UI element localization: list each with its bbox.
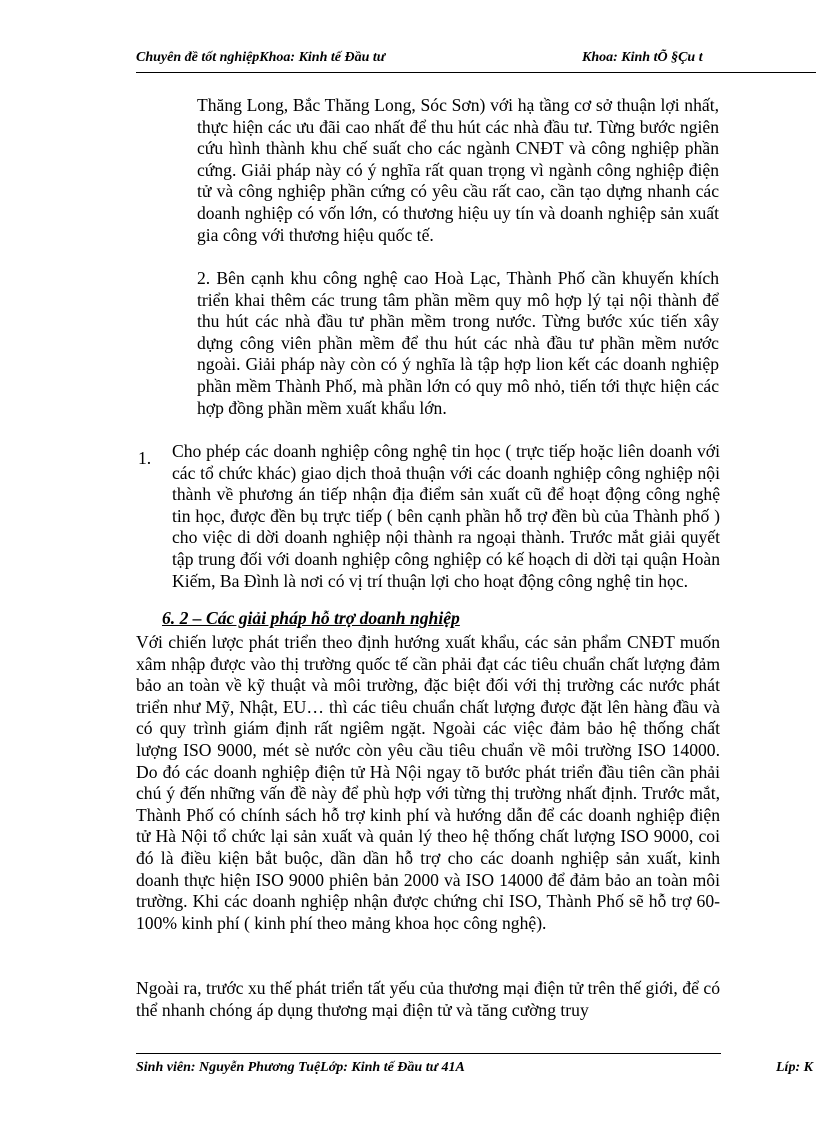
footer-right-text: Líp: K [776, 1060, 813, 1075]
section-heading: 6. 2 – Các giải pháp hỗ trợ doanh nghiệp [162, 608, 460, 628]
header-left-text: Chuyên đề tốt nghiệpKhoa: Kinh tế Đầu tư [136, 50, 386, 65]
paragraph-list-item-1: Cho phép các doanh nghiệp công nghệ tin học ( trực tiếp hoặc liên doanh với các tổ chức khác) giao dịch thoả thuận với các doanh nghiệp công nghiệp nội thành về phương án tiếp nhận địa điểm sản xuất cũ để hoạt động công nghệ tin học, được đền bụ trực tiếp ( bên cạnh phần hỗ trợ đền bù của Thành phố ) cho việc di dời doanh nghiệp nội thành ra ngoại thành. Trước mắt giải quyết tập trung đối với doanh nghiệp công nghiệp có kế hoạch di dời tại quận Hoàn Kiếm, Ba Đình là nơi có vị trí thuận lợi cho hoạt động công nghệ tin học. [172, 441, 720, 591]
page-header [136, 50, 816, 73]
paragraph-item-2: 2. Bên cạnh khu công nghệ cao Hoà Lạc, Thành Phố cần khuyến khích triển khai thêm các trung tâm phần mềm quy mô hợp lý tại nội thành để thu hút các nhà đầu tư phần mềm trong nước. Từng bước xúc tiến xây dựng công viên phần mềm để thu hút các nhà đầu tư phần mềm nước ngoài. Giải pháp này còn có ý nghĩa là tập hợp lion kết các doanh nghiệp phần mềm Thành Phố, mà phần lớn có quy mô nhỏ, tiến tới thực hiện các hợp đồng phần mềm xuất khẩu lớn. [197, 268, 719, 418]
footer-left-text: Sinh viên: Nguyễn Phương TuệLớp: Kinh tế Đầu tư 41A [136, 1060, 465, 1075]
paragraph-continuation: Thăng Long, Bắc Thăng Long, Sóc Sơn) với hạ tầng cơ sở thuận lợi nhất, thực hiện các ưu đãi cao nhất để thu hút các nhà đầu tư. Từng bước ngiên cứu hình thành khu chế suất cho các ngành CNĐT và công nghiệp phần cứng. Giải pháp này có ý nghĩa rất quan trọng vì ngành công nghiệp điện tử và công nghiệp phần cứng có yêu cầu rất cao, cần tạo dựng nhanh các doanh nghiệp có vốn lớn, có thương hiệu uy tín và doanh nghiệp sản xuất gia công với thương hiệu quốc tế. [197, 95, 719, 245]
page-footer [136, 1060, 816, 1076]
header-right-text: Khoa: Kinh tÕ §Çu t [582, 50, 703, 65]
paragraph-closing: Ngoài ra, trước xu thế phát triển tất yếu của thương mại điện tử trên thế giới, để có thể nhanh chóng áp dụng thương mại điện tử và tăng cường truy [136, 978, 720, 1020]
footer-divider [136, 1053, 721, 1054]
list-number: 1. [138, 448, 152, 468]
paragraph-section-body: Với chiến lược phát triển theo định hướng xuất khẩu, các sản phẩm CNĐT muốn xâm nhập được vào thị trường quốc tế cần phải đạt các tiêu chuẩn chất lượng đảm bảo an toàn về kỹ thuật và môi trường, đặc biệt đối với thị trường các nước phát triển như Mỹ, Nhật, EU… thì các tiêu chuẩn chất lượng được đặt lên hàng đầu và có quy trình giám định rất ngiêm ngặt. Ngoài các việc đảm bảo hệ thống chất lượng ISO 9000, mét sè nước còn yêu cầu tiêu chuẩn về môi trường ISO 14000. Do đó các doanh nghiệp điện tử Hà Nội ngay tõ bước phát triển đầu tiên cần phải chú ý đến những vấn đề này để phù hợp với từng thị trường nhất định. Trước mắt, Thành Phố có chính sách hỗ trợ kinh phí và hướng dẫn để các doanh nghiệp điện tử Hà Nội tổ chức lại sản xuất và quản lý theo hệ thống chất lượng ISO 9000, coi đó là điều kiện bắt buộc, dần dần hỗ trợ cho các doanh nghiệp sản xuất, kinh doanh thực hiện ISO 9000 phiên bản 2000 và ISO 14000 để đảm bảo an toàn môi trường. Khi các doanh nghiệp nhận được chứng chỉ ISO, Thành Phố sẽ hỗ trợ 60-100% kinh phí ( kinh phí theo mảng khoa học công nghệ). [136, 632, 720, 933]
